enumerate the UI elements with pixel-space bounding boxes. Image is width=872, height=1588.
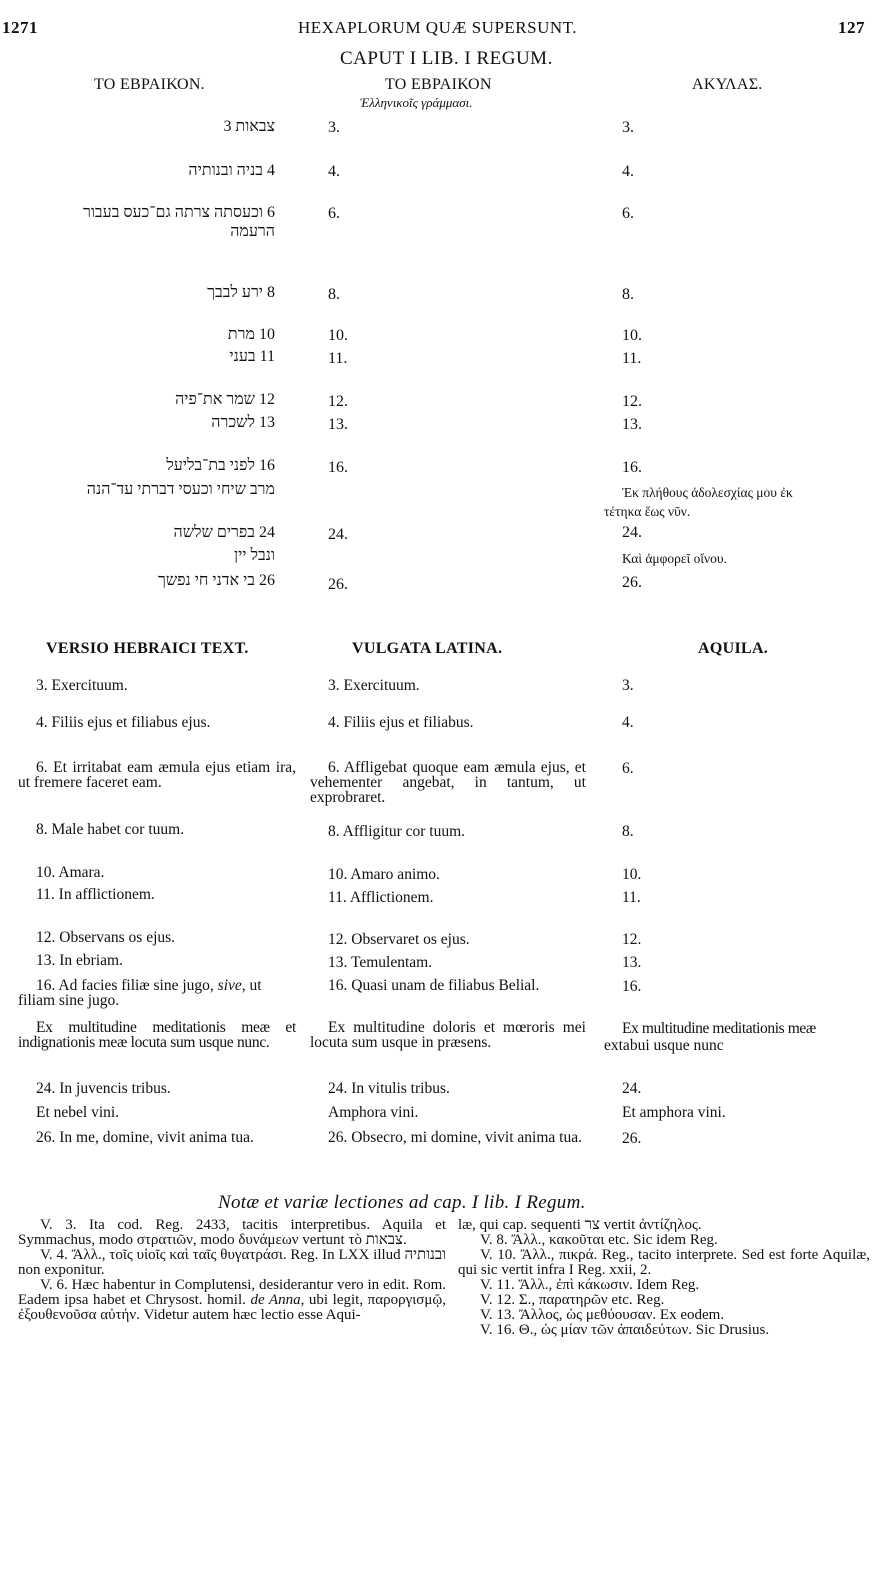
verse-text: , ut filiam sine jugo. xyxy=(18,977,262,1009)
verse-line: 24. In juvencis tribus. xyxy=(36,1080,171,1097)
mid-number: 10. xyxy=(328,327,348,344)
verse-line: 3. Exercituum. xyxy=(328,677,420,694)
verse-line: 24. In vitulis tribus. xyxy=(328,1080,450,1097)
verse-line: 10. Amaro animo. xyxy=(328,866,440,883)
verse-line: Amphora vini. xyxy=(328,1104,419,1121)
right-number: 8. xyxy=(622,286,634,303)
note-entry: V. 8. Ἄλλ., κακοῦται etc. Sic idem Reg. xyxy=(480,1232,718,1248)
verse-line: 4. Filiis ejus et filiabus ejus. xyxy=(36,714,211,731)
caput-title: CAPUT I LIB. I REGUM. xyxy=(340,48,553,69)
hebrew-line: 6 וכעסתה צרתה גם־כעס בעבור xyxy=(82,204,275,221)
note-entry: læ, qui cap. sequenti צר vertit ἀντίζηλος. xyxy=(458,1217,702,1233)
mid-number: 16. xyxy=(328,459,348,476)
note-entry: V. 16. Θ., ὡς μίαν τῶν ἀπαιδεύτων. Sic Drusius. xyxy=(480,1322,770,1338)
running-title: HEXAPLORUM QUÆ SUPERSUNT. xyxy=(298,18,578,37)
mid-number: 3. xyxy=(328,119,340,136)
verse-line: extabui usque nunc xyxy=(604,1037,724,1054)
right-number: 26. xyxy=(622,574,642,591)
verse-line: 10. Amara. xyxy=(36,864,105,881)
col-heading-vulgata: VULGATA LATINA. xyxy=(352,640,503,657)
right-number: 4. xyxy=(622,163,634,180)
right-number: 12. xyxy=(622,393,642,410)
right-number: 16. xyxy=(622,459,642,476)
verse-line: 13. Temulentam. xyxy=(328,954,433,971)
verse-line: 6. Et irritabat eam æmula ejus etiam ira, ut fremere faceret eam. xyxy=(18,759,296,791)
right-number: 3. xyxy=(622,119,634,136)
verse-line: Ex multitudine meditationis meæ xyxy=(622,1020,816,1037)
col-heading-aquila: AQUILA. xyxy=(698,640,769,657)
hebrew-line: 10 מרת xyxy=(227,326,275,343)
verse-line: 26. xyxy=(622,1130,642,1147)
notes-title: Notæ et variæ lectiones ad cap. I lib. I Regum. xyxy=(218,1192,586,1213)
verse-text-italic: sive xyxy=(217,977,242,994)
note-entry: V. 4. Ἄλλ., τοῖς υἱοῖς καὶ ταῖς θυγατράσι. Reg. In LXX illud ובנותיה non exponitur. xyxy=(18,1247,446,1278)
note-entry: V. 13. Ἄλλος, ὡς μεθύουσαν. Ex eodem. xyxy=(480,1307,725,1323)
note-entry: V. 11. Ἄλλ., ἐπὶ κάκωσιν. Idem Reg. xyxy=(480,1277,700,1293)
verse-line: 12. xyxy=(622,931,642,948)
right-number: 10. xyxy=(622,327,642,344)
note-text-italic: de Anna xyxy=(250,1292,301,1308)
verse-line: 8. xyxy=(622,823,634,840)
col-heading-hebrew-greek-letters: ΤΟ ΕΒΡΑΙΚΟΝ xyxy=(385,76,492,93)
hebrew-line: 4 בניה ובנותיה xyxy=(188,162,275,179)
verse-line: 26. In me, domine, vivit anima tua. xyxy=(36,1129,254,1146)
mid-number: 13. xyxy=(328,416,348,433)
note-entry: V. 10. Ἄλλ., πικρά. Reg., tacito interprete. Sed est forte Aquilæ, qui sic vertit infra I Reg. xxii, 2. xyxy=(458,1247,870,1278)
verse-line: 4. xyxy=(622,714,634,731)
verse-line: 8. Male habet cor tuum. xyxy=(36,821,185,838)
hebrew-line: 16 לפני בת־בליעל xyxy=(166,457,275,474)
right-number: 11. xyxy=(622,350,642,367)
note-text: , ubi legit, παροργισμῷ, ἐξουθενοῦσα αὐτήν. Videtur autem hæc lectio esse Aqui- xyxy=(18,1292,446,1323)
verse-line: 4. Filiis ejus et filiabus. xyxy=(328,714,474,731)
verse-line: 24. xyxy=(622,1080,642,1097)
notes-left-column xyxy=(18,1218,446,1323)
mid-number: 24. xyxy=(328,526,348,543)
hebrew-line: מרב שיחי וכעסי דברתי עד־הנה xyxy=(86,481,275,498)
verse-line: 11. xyxy=(622,889,641,906)
hebrew-line: 8 ירע לבבך xyxy=(207,284,275,301)
verse-line: 16. xyxy=(622,978,642,995)
verse-text: 16. Ad facies filiæ sine jugo, xyxy=(36,977,218,994)
mid-number: 6. xyxy=(328,205,340,222)
verse-line: Ex multitudine meditationis meæ et indignationis meæ locuta sum usque nunc. xyxy=(18,1019,296,1051)
right-number: 6. xyxy=(622,205,634,222)
verse-line: 11. In afflictionem. xyxy=(36,886,155,903)
page-number-right: 127 xyxy=(838,18,865,37)
hebrew-line: 24 בפרים שלשה xyxy=(173,524,275,541)
note-entry: V. 3. Ita cod. Reg. 2433, tacitis interpretibus. Aquila et Symmachus, modo στρατιῶν, modo δυνάμεων vertunt τὸ צבאות. xyxy=(18,1217,446,1248)
verse-line: 12. Observaret os ejus. xyxy=(328,931,470,948)
hebrew-line: 12 שמר את־פיה xyxy=(175,391,275,408)
hebrew-line: הרעמה xyxy=(230,223,275,240)
verse-line: 16. Quasi unam de filiabus Belial. xyxy=(328,977,540,994)
hebrew-line: 13 לשכרה xyxy=(211,414,275,431)
verse-line: Et amphora vini. xyxy=(622,1104,726,1121)
mid-number: 8. xyxy=(328,286,340,303)
mid-number: 4. xyxy=(328,163,340,180)
verse-line: 11. Afflictionem. xyxy=(328,889,434,906)
aquila-greek-line: Καὶ ἀμφορεῖ οἴνου. xyxy=(622,551,727,566)
hebrew-line: 26 בי אדני חי נפשך xyxy=(157,572,275,589)
verse-line: 13. In ebriam. xyxy=(36,952,123,969)
verse-line: 8. Affligitur cor tuum. xyxy=(328,823,466,840)
right-number: 24. xyxy=(622,524,642,541)
aquila-greek-line: τέτηκα ἕως νῦν. xyxy=(604,504,691,519)
hebrew-line: 11 בעני xyxy=(229,348,275,365)
verse-line: 12. Observans os ejus. xyxy=(36,929,176,946)
verse-line: 6. xyxy=(622,760,634,777)
note-text: V. 6. Hæc habentur in Complutensi, desiderantur vero in edit. Rom. Eadem ipsa habet et Chrysost. homil. xyxy=(18,1277,446,1308)
hebrew-line: ונבל יין xyxy=(234,547,275,564)
notes-right-column xyxy=(458,1218,870,1338)
verse-line: Ex multitudine doloris et mœroris mei locuta sum usque in præsens. xyxy=(310,1019,586,1051)
hebrew-line: צבאות 3 xyxy=(223,118,275,135)
note-entry xyxy=(18,1278,446,1323)
page-number-left: 1271 xyxy=(2,18,38,37)
verse-line: 26. Obsecro, mi domine, vivit anima tua. xyxy=(328,1129,582,1146)
verse-line: 13. xyxy=(622,954,642,971)
mid-number: 26. xyxy=(328,576,348,593)
col-heading-hebrew: ΤΟ ΕΒΡΑΙΚΟΝ. xyxy=(94,76,205,93)
verse-line xyxy=(18,978,296,1008)
col-heading-versio-hebraici: VERSIO HEBRAICI TEXT. xyxy=(46,640,249,657)
right-number: 13. xyxy=(622,416,642,433)
col-subheading-greek-letters: Ἑλληνικοῖς γράμμασι. xyxy=(360,95,473,110)
verse-line: Et nebel vini. xyxy=(36,1104,120,1121)
verse-line: 10. xyxy=(622,866,642,883)
verse-line: 3. Exercituum. xyxy=(36,677,128,694)
mid-number: 11. xyxy=(328,350,348,367)
verse-line: 6. Affligebat quoque eam æmula ejus, et vehementer angebat, in tantum, ut exprobraret. xyxy=(310,759,586,806)
note-entry: V. 12. Σ., παρατηρῶν etc. Reg. xyxy=(480,1292,665,1308)
mid-number: 12. xyxy=(328,393,348,410)
aquila-greek-line: Ἐκ πλήθους ἀδολεσχίας μου ἐκ xyxy=(622,485,793,500)
col-heading-aquila-greek: ΑΚΥΛΑΣ. xyxy=(692,76,763,93)
verse-line: 3. xyxy=(622,677,634,694)
